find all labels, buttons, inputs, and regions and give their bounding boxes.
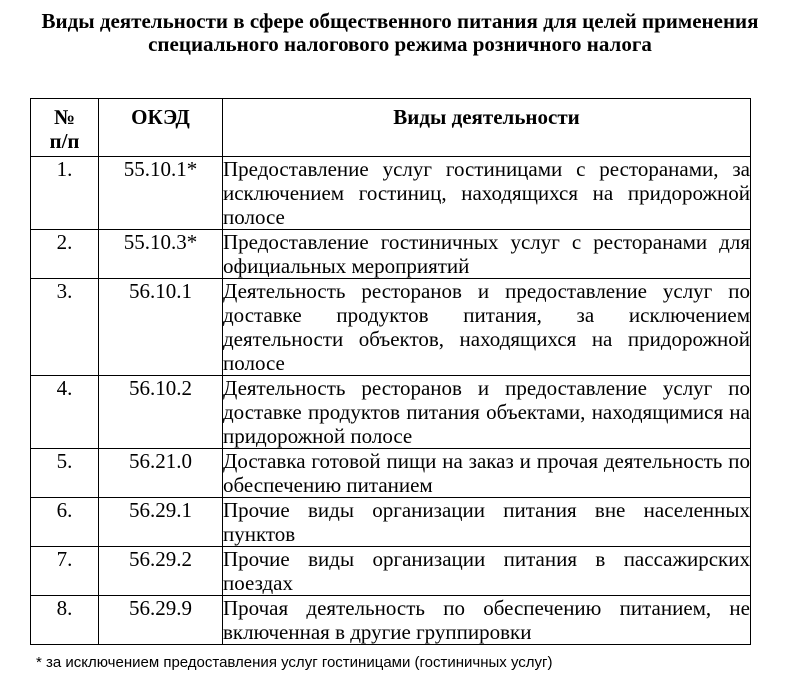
row-description: Деятельность ресторанов и предоставление услуг по доставке продуктов питания объектами, находящимися на придорожной полосе [223, 376, 750, 448]
row-number: 6. [31, 498, 99, 547]
row-code: 55.10.1* [99, 157, 223, 230]
header-activities: Виды деятельности [223, 99, 751, 157]
row-code: 56.29.1 [99, 498, 223, 547]
row-description: Прочие виды организации питания в пассажирских поездах [223, 547, 750, 595]
header-okved: ОКЭД [99, 99, 223, 157]
activities-table [30, 98, 751, 645]
table-row [31, 449, 751, 498]
header-number [31, 99, 99, 157]
footnote: * за исключением предоставления услуг гостиницами (гостиничных услуг) [36, 654, 553, 671]
table-row [31, 498, 751, 547]
row-number: 8. [31, 596, 99, 645]
row-code: 56.10.1 [99, 279, 223, 376]
row-code: 56.10.2 [99, 376, 223, 449]
table-row [31, 596, 751, 645]
row-code: 56.29.2 [99, 547, 223, 596]
row-code: 55.10.3* [99, 230, 223, 279]
row-number: 1. [31, 157, 99, 230]
table-row [31, 230, 751, 279]
row-number: 5. [31, 449, 99, 498]
row-number: 7. [31, 547, 99, 596]
table-row [31, 279, 751, 376]
row-description: Доставка готовой пищи на заказ и прочая деятельность по обеспечению питанием [223, 449, 750, 497]
row-number: 4. [31, 376, 99, 449]
table-row [31, 547, 751, 596]
title-line-2: специального налогового режима розничного налога [148, 32, 652, 56]
row-number: 2. [31, 230, 99, 279]
row-description: Прочая деятельность по обеспечению питанием, не включенная в другие группировки [223, 596, 750, 644]
row-description: Деятельность ресторанов и предоставление услуг по доставке продуктов питания, за исключением деятельности объектов, находящихся на придорожной полосе [223, 279, 750, 375]
table-row [31, 376, 751, 449]
header-number-symbol: № [53, 105, 76, 129]
row-code: 56.29.9 [99, 596, 223, 645]
row-description: Предоставление услуг гостиницами с ресторанами, за исключением гостиниц, находящихся на придорожной полосе [223, 157, 750, 229]
table-header-row [31, 99, 751, 157]
header-number-abbr: п/п [49, 129, 80, 153]
row-description: Прочие виды организации питания вне населенных пунктов [223, 498, 750, 546]
row-description: Предоставление гостиничных услуг с ресторанами для официальных мероприятий [223, 230, 750, 278]
row-number: 3. [31, 279, 99, 376]
document-title [0, 10, 800, 56]
row-code: 56.21.0 [99, 449, 223, 498]
title-line-1: Виды деятельности в сфере общественного питания для целей применения [41, 9, 759, 33]
table-row [31, 157, 751, 230]
